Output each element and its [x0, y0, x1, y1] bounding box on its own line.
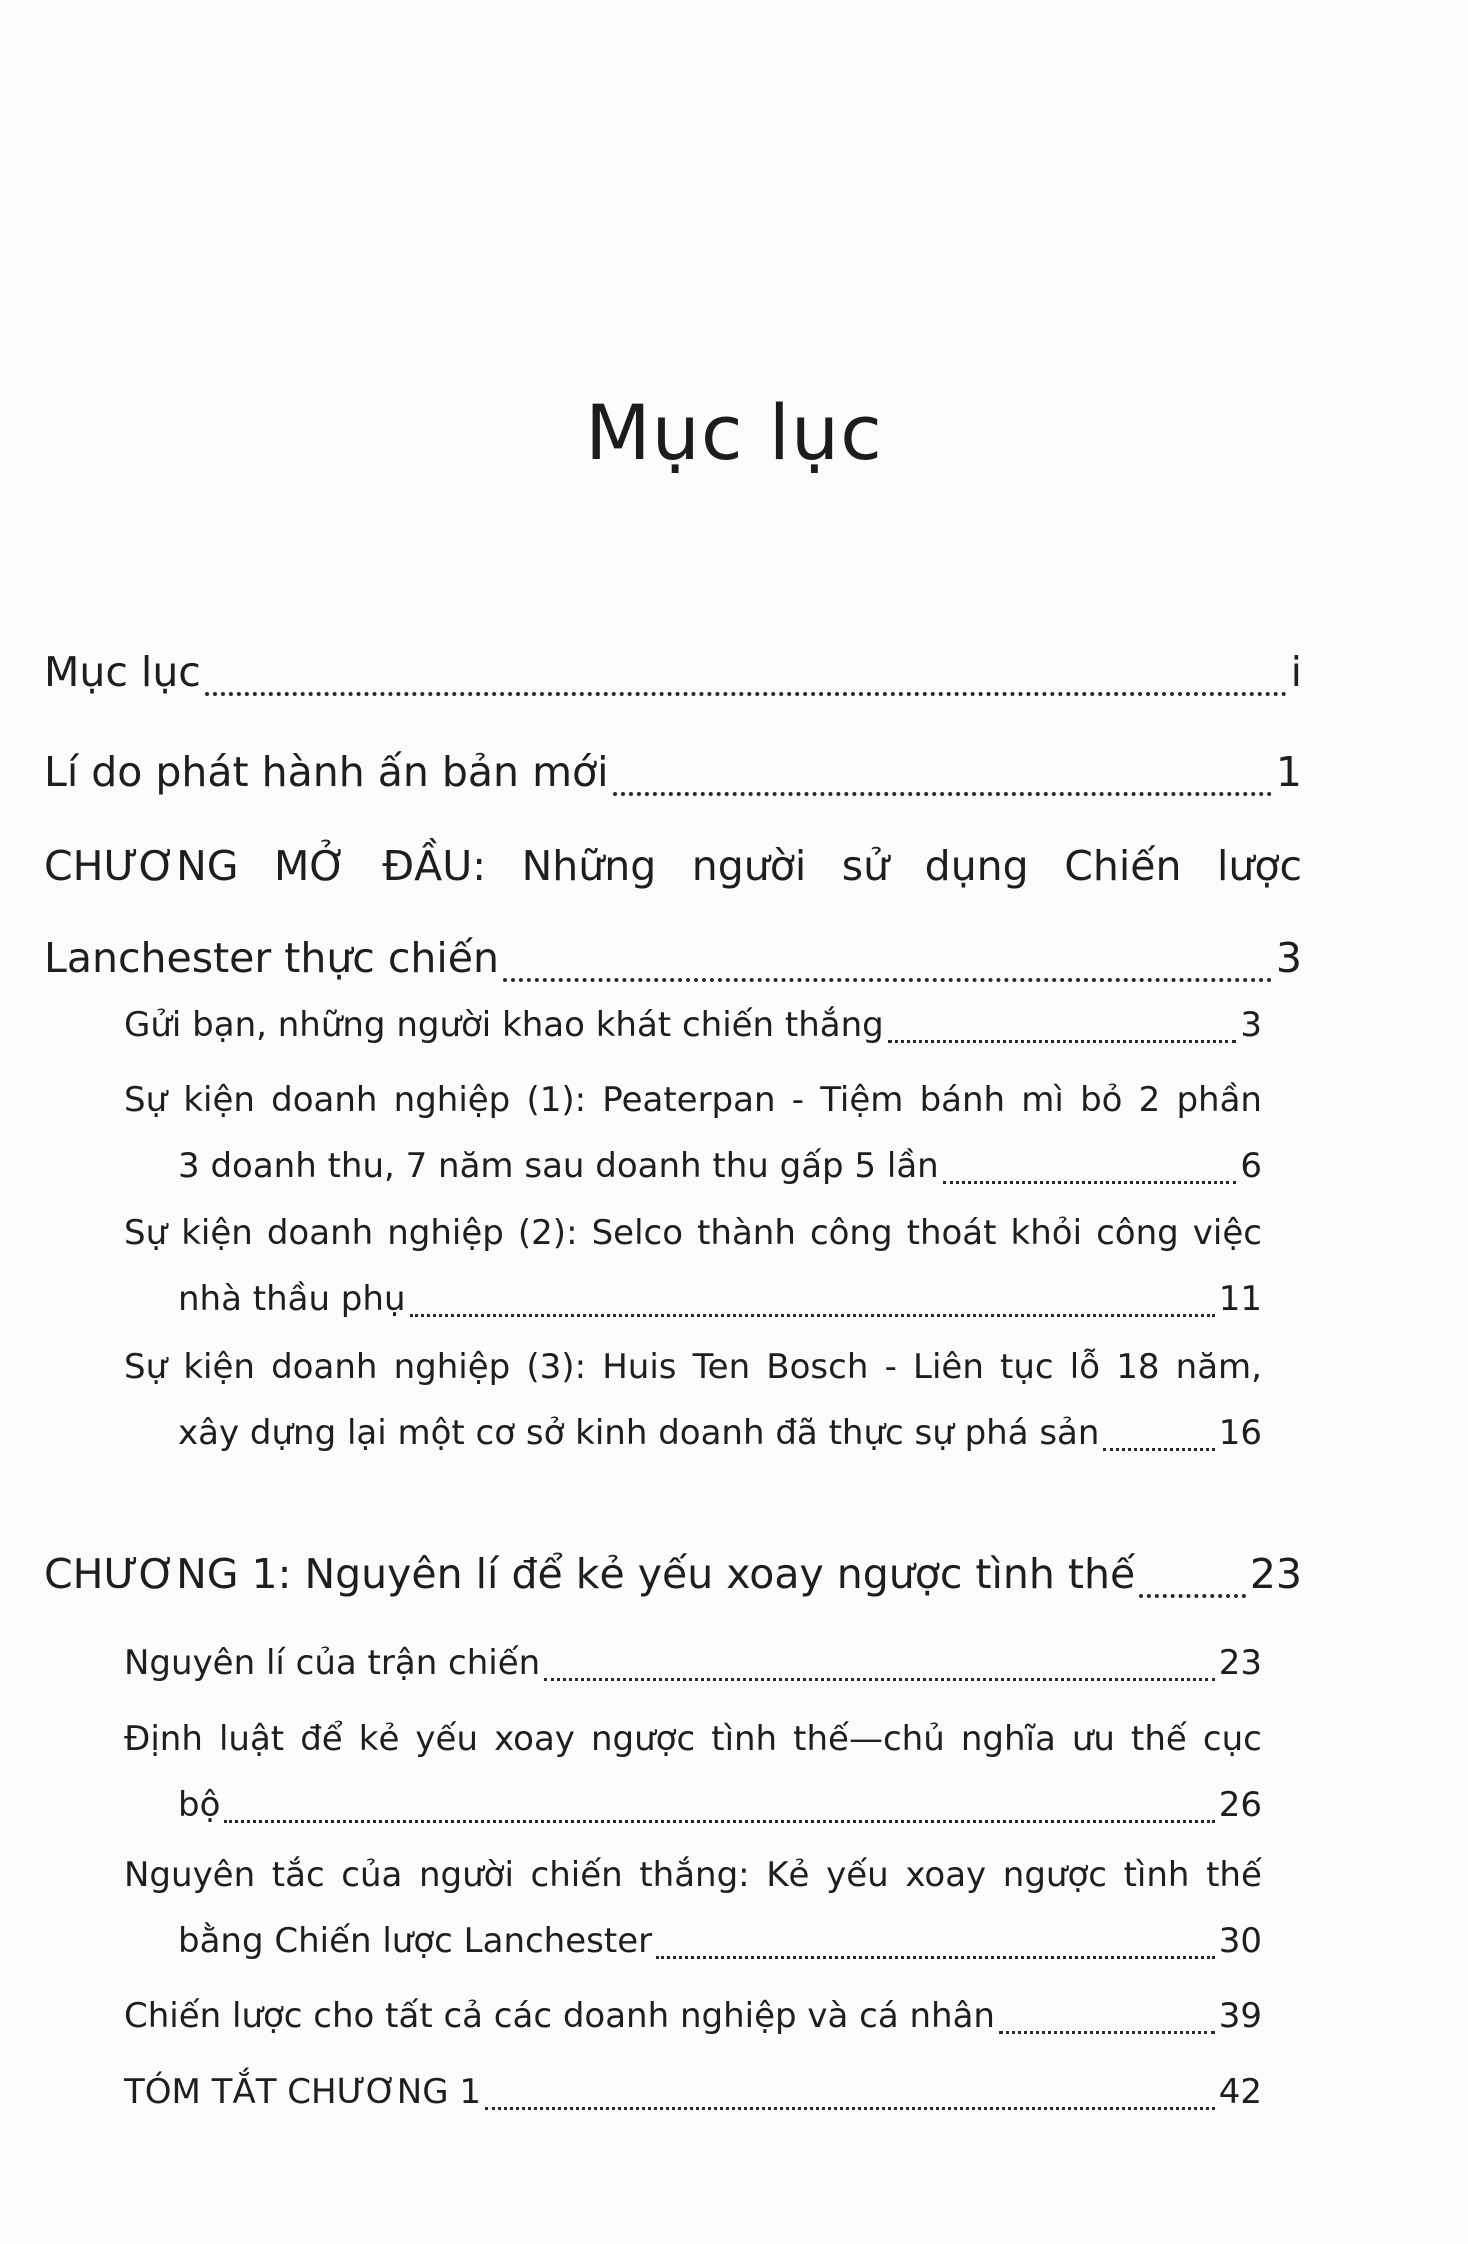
dot-leader	[1103, 1400, 1214, 1466]
toc-entry-case-1[interactable]	[124, 1067, 1262, 1199]
dot-leader	[943, 1133, 1237, 1199]
word: Liên	[913, 1347, 984, 1387]
toc-entry-text-line1	[124, 1200, 1262, 1266]
toc-entry-text: Gửi bạn, những người khao khát chiến thắng	[124, 1005, 884, 1045]
toc-entry-winner-principle[interactable]	[124, 1842, 1262, 1974]
word: Ten	[692, 1347, 751, 1387]
toc-entry-contents[interactable]	[44, 626, 1302, 718]
word: ngược	[1002, 1855, 1107, 1895]
word: Peaterpan	[602, 1080, 776, 1120]
toc-page-number: i	[1290, 648, 1302, 696]
word: -	[791, 1080, 804, 1120]
word: thế	[1131, 1719, 1187, 1759]
toc-entry-battle-principle[interactable]	[124, 1630, 1262, 1696]
word: -	[884, 1347, 897, 1387]
dot-leader	[205, 626, 1287, 718]
word: Nguyên	[124, 1855, 256, 1895]
dot-leader	[613, 726, 1272, 818]
toc-entry-case-3[interactable]	[124, 1334, 1262, 1466]
toc-page-number: 11	[1218, 1279, 1262, 1319]
word: 2	[1138, 1080, 1161, 1120]
word: Tiệm	[820, 1080, 904, 1120]
toc-entry-chapter-1[interactable]	[44, 1528, 1302, 1620]
toc-page-number: 42	[1218, 2072, 1262, 2112]
toc-entry-strategy-for-all[interactable]	[124, 1983, 1262, 2049]
dot-leader	[224, 1772, 1214, 1838]
toc-entry-local-advantage-law[interactable]	[124, 1706, 1262, 1838]
toc-entry-to-you[interactable]	[124, 992, 1262, 1058]
word: lỗ	[1069, 1347, 1101, 1387]
word: tắc	[271, 1855, 325, 1895]
word: Chiến	[1064, 842, 1182, 890]
toc-entry-chapter-1-summary[interactable]	[124, 2059, 1262, 2125]
word: thế—chủ	[793, 1719, 945, 1759]
word: luật	[218, 1719, 285, 1759]
word: ngược	[590, 1719, 696, 1759]
word: người	[418, 1855, 514, 1895]
word: thắng:	[639, 1855, 750, 1895]
word: kiện	[181, 1213, 253, 1253]
toc-entry-text-line2: xây dựng lại một cơ sở kinh doanh đã thực sự phá sản	[178, 1413, 1100, 1453]
word: nghiệp	[387, 1213, 504, 1253]
word: 18	[1116, 1347, 1160, 1387]
toc-entry-text: Lí do phát hành ấn bản mới	[44, 748, 609, 796]
dot-leader	[544, 1630, 1215, 1696]
word: kiện	[183, 1080, 255, 1120]
word: khỏi	[1010, 1213, 1083, 1253]
toc-entry-text-line1	[44, 820, 1302, 912]
word: Kẻ	[766, 1855, 810, 1895]
toc-entry-text-line1	[124, 1067, 1262, 1133]
word: để	[300, 1719, 343, 1759]
word: yếu	[415, 1719, 479, 1759]
word: yếu	[826, 1855, 889, 1895]
word: Huis	[602, 1347, 677, 1387]
page-title: Mục lục	[585, 388, 883, 477]
toc-page-number: 6	[1240, 1146, 1262, 1186]
toc-page-number: 16	[1218, 1413, 1262, 1453]
word: (3):	[526, 1347, 587, 1387]
word: thế	[1206, 1855, 1262, 1895]
toc-entry-text: CHƯƠNG 1: Nguyên lí để kẻ yếu xoay ngược tình thế	[44, 1550, 1136, 1598]
word: dụng	[924, 842, 1029, 890]
toc-page-number: 1	[1275, 748, 1302, 796]
word: xoay	[494, 1719, 575, 1759]
dot-leader	[485, 2059, 1215, 2125]
word: Bosch	[766, 1347, 869, 1387]
word: tình	[1123, 1855, 1190, 1895]
word: thành	[697, 1213, 796, 1253]
word: doanh	[271, 1347, 378, 1387]
word: mì	[1021, 1080, 1064, 1120]
dot-leader	[888, 992, 1237, 1058]
word: Sự	[124, 1080, 168, 1120]
word: của	[341, 1855, 403, 1895]
toc-entry-text-line2: bằng Chiến lược Lanchester	[178, 1921, 653, 1961]
toc-entry-text: TÓM TẮT CHƯƠNG 1	[124, 2072, 482, 2112]
dot-leader	[656, 1908, 1215, 1974]
toc-page-number: 39	[1218, 1996, 1262, 2036]
dot-leader	[410, 1266, 1215, 1332]
word: chiến	[530, 1855, 623, 1895]
toc-entry-text-line2: bộ	[178, 1785, 221, 1825]
word: kẻ	[358, 1719, 400, 1759]
word: Sự	[124, 1347, 168, 1387]
word: sử	[841, 842, 890, 890]
word: bánh	[919, 1080, 1006, 1120]
word: MỞ	[274, 842, 347, 890]
word: tục	[1000, 1347, 1054, 1387]
word: doanh	[271, 1080, 378, 1120]
dot-leader	[999, 1983, 1215, 2049]
word: năm,	[1175, 1347, 1262, 1387]
word: kiện	[183, 1347, 255, 1387]
toc-entry-text-line2: Lanchester thực chiến	[44, 934, 500, 982]
toc-entry-text: Mục lục	[44, 648, 201, 696]
toc-page-number: 26	[1218, 1785, 1262, 1825]
word: doanh	[266, 1213, 374, 1253]
word: nghiệp	[393, 1347, 511, 1387]
toc-entry-opening-chapter[interactable]	[44, 820, 1302, 1004]
word: Định	[124, 1719, 203, 1759]
toc-page-number: 23	[1249, 1550, 1302, 1598]
word: lược	[1216, 842, 1302, 890]
toc-entry-text-line2: nhà thầu phụ	[178, 1279, 406, 1319]
word: công	[1096, 1213, 1179, 1253]
word: CHƯƠNG	[44, 842, 239, 890]
toc-page-number: 30	[1218, 1921, 1262, 1961]
toc-entry-text: Chiến lược cho tất cả các doanh nghiệp và cá nhân	[124, 1996, 995, 2036]
word: tình	[711, 1719, 778, 1759]
toc-page-number: 23	[1218, 1643, 1262, 1683]
word: công	[809, 1213, 893, 1253]
word: bỏ	[1080, 1080, 1123, 1120]
toc-page-number: 3	[1240, 1005, 1262, 1045]
word: người	[691, 842, 807, 890]
toc-entry-text-line1	[124, 1334, 1262, 1400]
toc-entry-text-line1	[124, 1706, 1262, 1772]
word: Những	[521, 842, 657, 890]
word: (2):	[517, 1213, 578, 1253]
toc-entry-text-line2: 3 doanh thu, 7 năm sau doanh thu gấp 5 lần	[178, 1146, 939, 1186]
word: nghiệp	[393, 1080, 511, 1120]
word: xoay	[905, 1855, 987, 1895]
word: nghĩa	[960, 1719, 1056, 1759]
toc-entry-text-line1	[124, 1842, 1262, 1908]
toc-entry-case-2[interactable]	[124, 1200, 1262, 1332]
dot-leader	[503, 912, 1272, 1004]
dot-leader	[1139, 1528, 1246, 1620]
word: cục	[1202, 1719, 1262, 1759]
toc-entry-text: Nguyên lí của trận chiến	[124, 1643, 541, 1683]
word: Sự	[124, 1213, 168, 1253]
word: phần	[1176, 1080, 1262, 1120]
word: ưu	[1071, 1719, 1115, 1759]
word: Selco	[591, 1213, 684, 1253]
word: thoát	[906, 1213, 997, 1253]
toc-page-number: 3	[1275, 934, 1302, 982]
word: (1):	[526, 1080, 587, 1120]
toc-entry-new-edition-reason[interactable]	[44, 726, 1302, 818]
word: ĐẦU:	[382, 842, 487, 890]
word: việc	[1192, 1213, 1262, 1253]
